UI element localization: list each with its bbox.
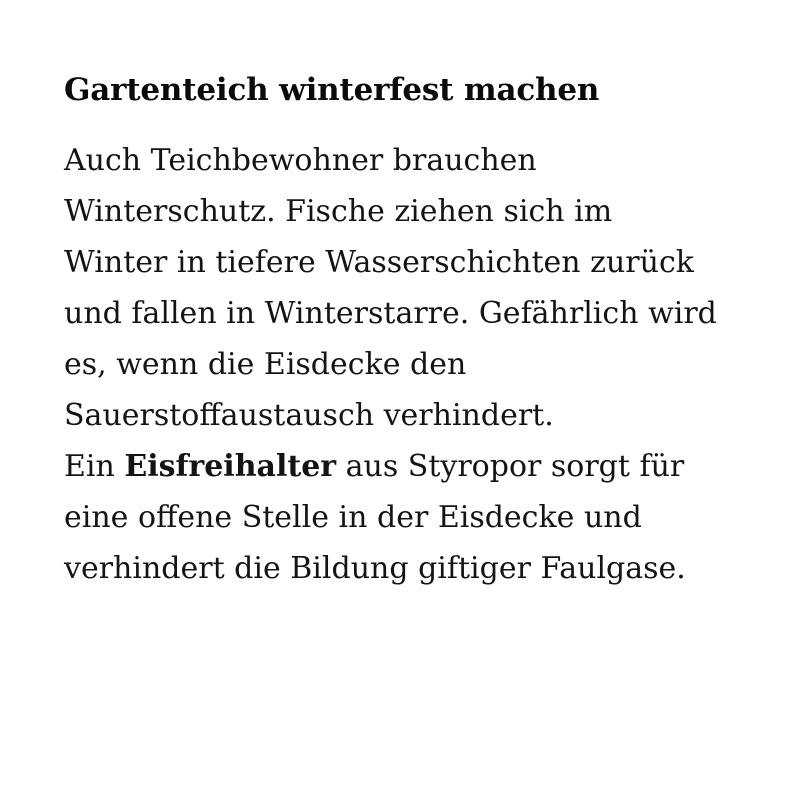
paragraph-tail-text: aus Styropor sorgt für eine offene Stelle in der Eisdecke und verhindert die Bildung giftiger Faulgase. (64, 449, 686, 587)
page-title: Gartenteich winterfest machen (64, 72, 600, 108)
paragraph-intro: Auch Teichbewohner brauchen Winterschutz. Fische ziehen sich im Winter in tiefere Wasserschichten zurück und fallen in Winterstarre. Gefährlich wird es, wenn die Eisdecke den Sauerstoffaustausch verhindert. (64, 143, 717, 434)
paragraph-eisfreihalter (64, 441, 724, 594)
paragraph-lead-text: Ein (64, 449, 125, 485)
emphasized-term: Eisfreihalter (124, 449, 337, 485)
